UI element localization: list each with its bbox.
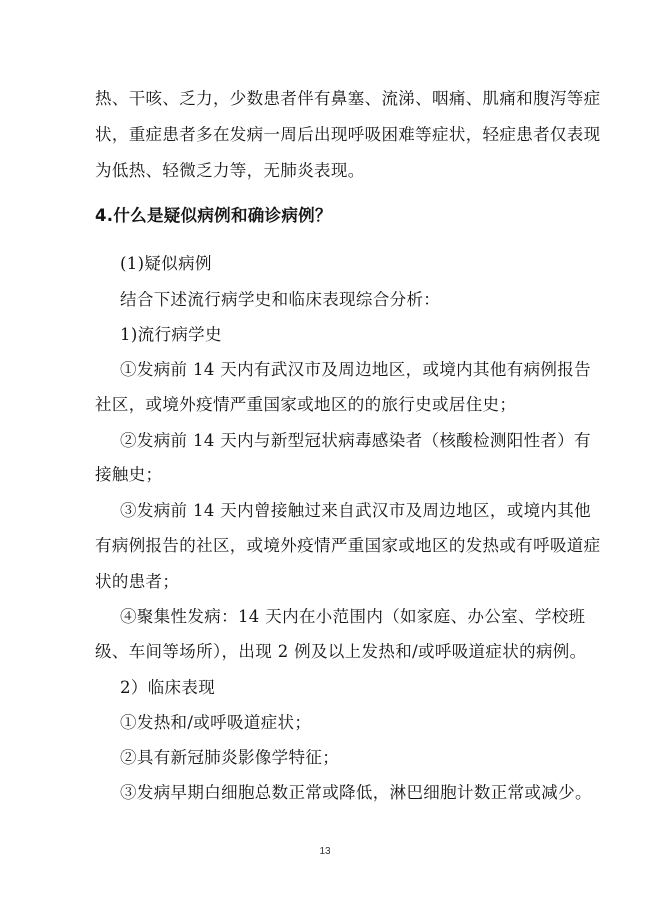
epidemiology-item-4-line-2: 级、车间等场所），出现 2 例及以上发热和/或呼吸道症状的病例。 xyxy=(95,642,587,661)
clinical-item-3: ③发病早期白细胞总数正常或降低，淋巴细胞计数正常或减少。 xyxy=(120,783,592,802)
epidemiology-item-1-line-2: 社区，或境外疫情严重国家或地区的的旅行史或居住史； xyxy=(95,395,517,414)
intro-text: 结合下述流行病学史和临床表现综合分析： xyxy=(120,290,441,309)
epidemiology-heading: 1)流行病学史 xyxy=(120,325,222,344)
epidemiology-item-2-line-1: ②发病前 14 天内与新型冠状病毒感染者（核酸检测阳性者）有 xyxy=(120,431,591,450)
paragraph-line: 状，重症患者多在发病一周后出现呼吸困难等症状，轻症患者仅表现 xyxy=(95,125,601,144)
epidemiology-item-3-line-2: 有病例报告的社区，或境外疫情严重国家或地区的发热或有呼吸道症 xyxy=(95,536,601,555)
paragraph-line: 热、干咳、乏力，少数患者伴有鼻塞、流涕、咽痛、肌痛和腹泻等症 xyxy=(95,89,601,108)
page-number: 13 xyxy=(319,846,331,857)
epidemiology-item-4-line-1: ④聚集性发病：14 天内在小范围内（如家庭、办公室、学校班 xyxy=(120,607,586,626)
paragraph-line: 为低热、轻微乏力等，无肺炎表现。 xyxy=(95,161,365,180)
epidemiology-item-1-line-1: ①发病前 14 天内有武汉市及周边地区，或境内其他有病例报告 xyxy=(120,360,591,379)
epidemiology-item-2-line-2: 接触史； xyxy=(95,465,163,484)
clinical-item-2: ②具有新冠肺炎影像学特征； xyxy=(120,748,340,767)
epidemiology-item-3-line-3: 状的患者； xyxy=(95,572,180,591)
epidemiology-item-3-line-1: ③发病前 14 天内曾接触过来自武汉市及周边地区，或境内其他 xyxy=(120,501,591,520)
clinical-heading: 2）临床表现 xyxy=(120,678,216,697)
section-heading: 4.什么是疑似病例和确诊病例？ xyxy=(95,206,332,225)
clinical-item-1: ①发热和/或呼吸道症状； xyxy=(120,713,312,732)
subheading-suspected-case: (1)疑似病例 xyxy=(120,254,212,273)
